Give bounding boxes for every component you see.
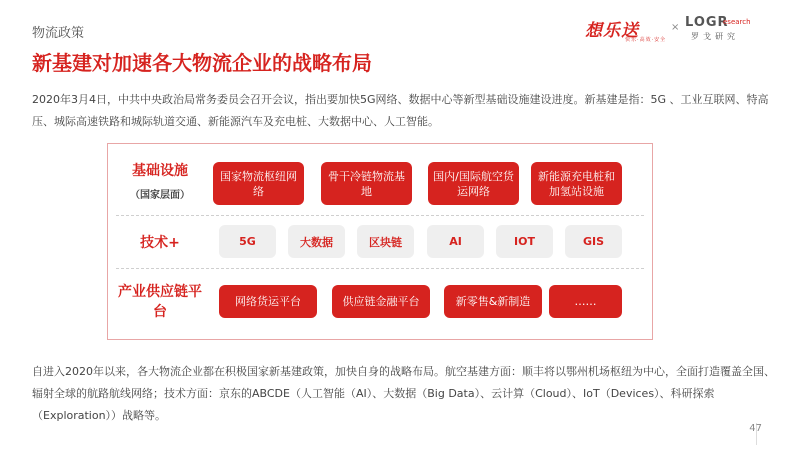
infra-item: 国内/国际航空货运网络	[428, 162, 519, 205]
outro-paragraph: 自进入2020年以来，各大物流企业都在积极国家新基建政策，加快自身的战略布局。航空基建方面：顺丰将以鄂州机场枢纽为中心，全面打造覆盖全国、辐射全球的航路航线网络；技术方面：京东的ABCDE（人工智能（AI）、大数据（Big Data）、云计算（Cloud）、IoT（Devices）、科研探索（Exploration））战略等。	[32, 365, 775, 422]
platform-item: 网络货运平台	[219, 285, 317, 318]
logr-research-text: esearch	[723, 18, 751, 26]
brand-logo: 想乐送	[585, 21, 639, 41]
tech-item: AI	[427, 225, 484, 258]
logr-cn-text: 罗戈研究	[691, 32, 739, 41]
header-logos	[585, 14, 770, 44]
intro-paragraph: 2020年3月4日，中共中央政治局常务委员会召开会议，指出要加快5G网络、数据中心等新型基础设施建设进度。新基建是指：5G 、工业互联网、特高压、城际高速铁路和城际轨道交通、新能源汽车及充电桩、大数据中心、人工智能。	[32, 93, 769, 128]
tech-item: GIS	[565, 225, 622, 258]
tech-item: 5G	[219, 225, 276, 258]
row-divider	[116, 268, 644, 269]
logr-logo: LOGR	[685, 15, 729, 30]
tech-item: 大数据	[288, 225, 345, 258]
platform-item: 新零售&新制造	[444, 285, 542, 318]
platform-item: 供应链金融平台	[332, 285, 430, 318]
infra-item: 国家物流枢纽网络	[213, 162, 304, 205]
infra-item: 新能源充电桩和加氢站设施	[531, 162, 622, 205]
logo-separator: ×	[671, 22, 680, 33]
row-label-technology: 技术+	[140, 235, 180, 251]
row-label-platform: 产业供应链平台	[118, 284, 202, 320]
section-label: 物流政策	[32, 26, 85, 41]
row-sublabel-infrastructure: （国家层面）	[130, 190, 190, 201]
page-title: 新基建对加速各大物流企业的战略布局	[32, 51, 372, 75]
row-divider	[116, 215, 644, 216]
tech-item: IOT	[496, 225, 553, 258]
infra-item: 骨干冷链物流基地	[321, 162, 412, 205]
platform-item: ……	[549, 285, 622, 318]
row-label-infrastructure: 基础设施	[132, 163, 188, 179]
brand-logo-sub: 快乐·高效·安全	[625, 37, 667, 43]
page-number: 47	[749, 423, 762, 434]
tech-item: 区块链	[357, 225, 414, 258]
